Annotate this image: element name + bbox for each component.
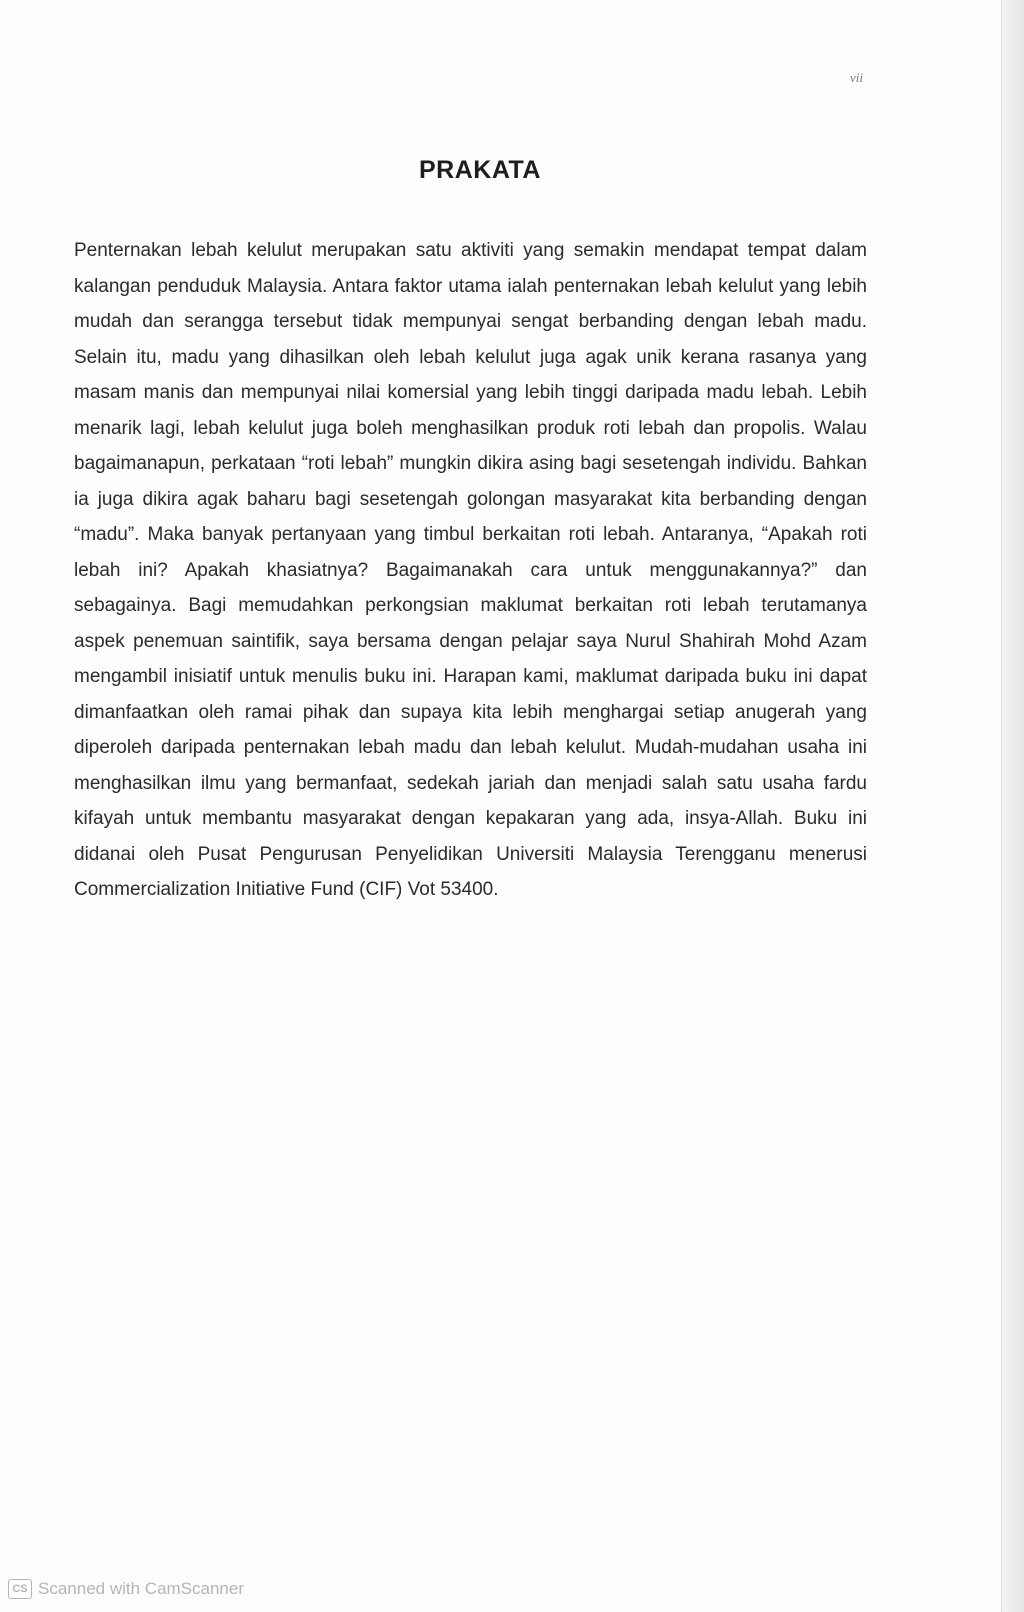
- page-edge: [1001, 0, 1024, 1612]
- watermark-text: Scanned with CamScanner: [38, 1579, 245, 1598]
- page-title: PRAKATA: [418, 156, 541, 184]
- page-number: vii: [850, 70, 863, 85]
- preface-paragraph: Penternakan lebah kelulut merupakan satu aktiviti yang semakin mendapat tempat dalam kalangan penduduk Malaysia. Antara faktor utama ialah penternakan lebah kelulut yang lebih mudah dan serangga tersebut tidak mempunyai sengat berbanding dengan lebah madu. Selain itu, madu yang dihasilkan oleh lebah kelulut juga agak unik kerana rasanya yang masam manis dan mempunyai nilai komersial yang lebih tinggi daripada madu lebah. Lebih menarik lagi, lebah kelulut juga boleh menghasilkan produk roti lebah dan propolis. Walau bagaimanapun, perkataan “roti lebah” mungkin dikira asing bagi sesetengah individu. Bahkan ia juga dikira agak baharu bagi sesetengah golongan masyarakat kita berbanding dengan “madu”. Maka banyak pertanyaan yang timbul berkaitan roti lebah. Antaranya, “Apakah roti lebah ini? Apakah khasiatnya? Bagaimanakah cara untuk menggunakannya?” dan sebagainya. Bagi memudahkan perkongsian maklumat berkaitan roti lebah terutamanya aspek penemuan saintifik, saya bersama dengan pelajar saya Nurul Shahirah Mohd Azam mengambil inisiatif untuk menulis buku ini. Harapan kami, maklumat daripada buku ini dapat dimanfaatkan oleh ramai pihak dan supaya kita lebih menghargai setiap anugerah yang diperoleh daripada penternakan lebah madu dan lebah kelulut. Mudah-mudahan usaha ini menghasilkan ilmu yang bermanfaat, sedekah jariah dan menjadi salah satu usaha fardu kifayah untuk membantu masyarakat dengan kepakaran yang ada, insya-Allah. Buku ini didanai oleh Pusat Pengurusan Penyelidikan Universiti Malaysia Terengganu menerusi Commercialization Initiative Fund (CIF) Vot 53400.: [74, 240, 867, 900]
- camscanner-logo-icon: CS: [8, 1579, 32, 1599]
- scanner-watermark: [8, 1576, 244, 1602]
